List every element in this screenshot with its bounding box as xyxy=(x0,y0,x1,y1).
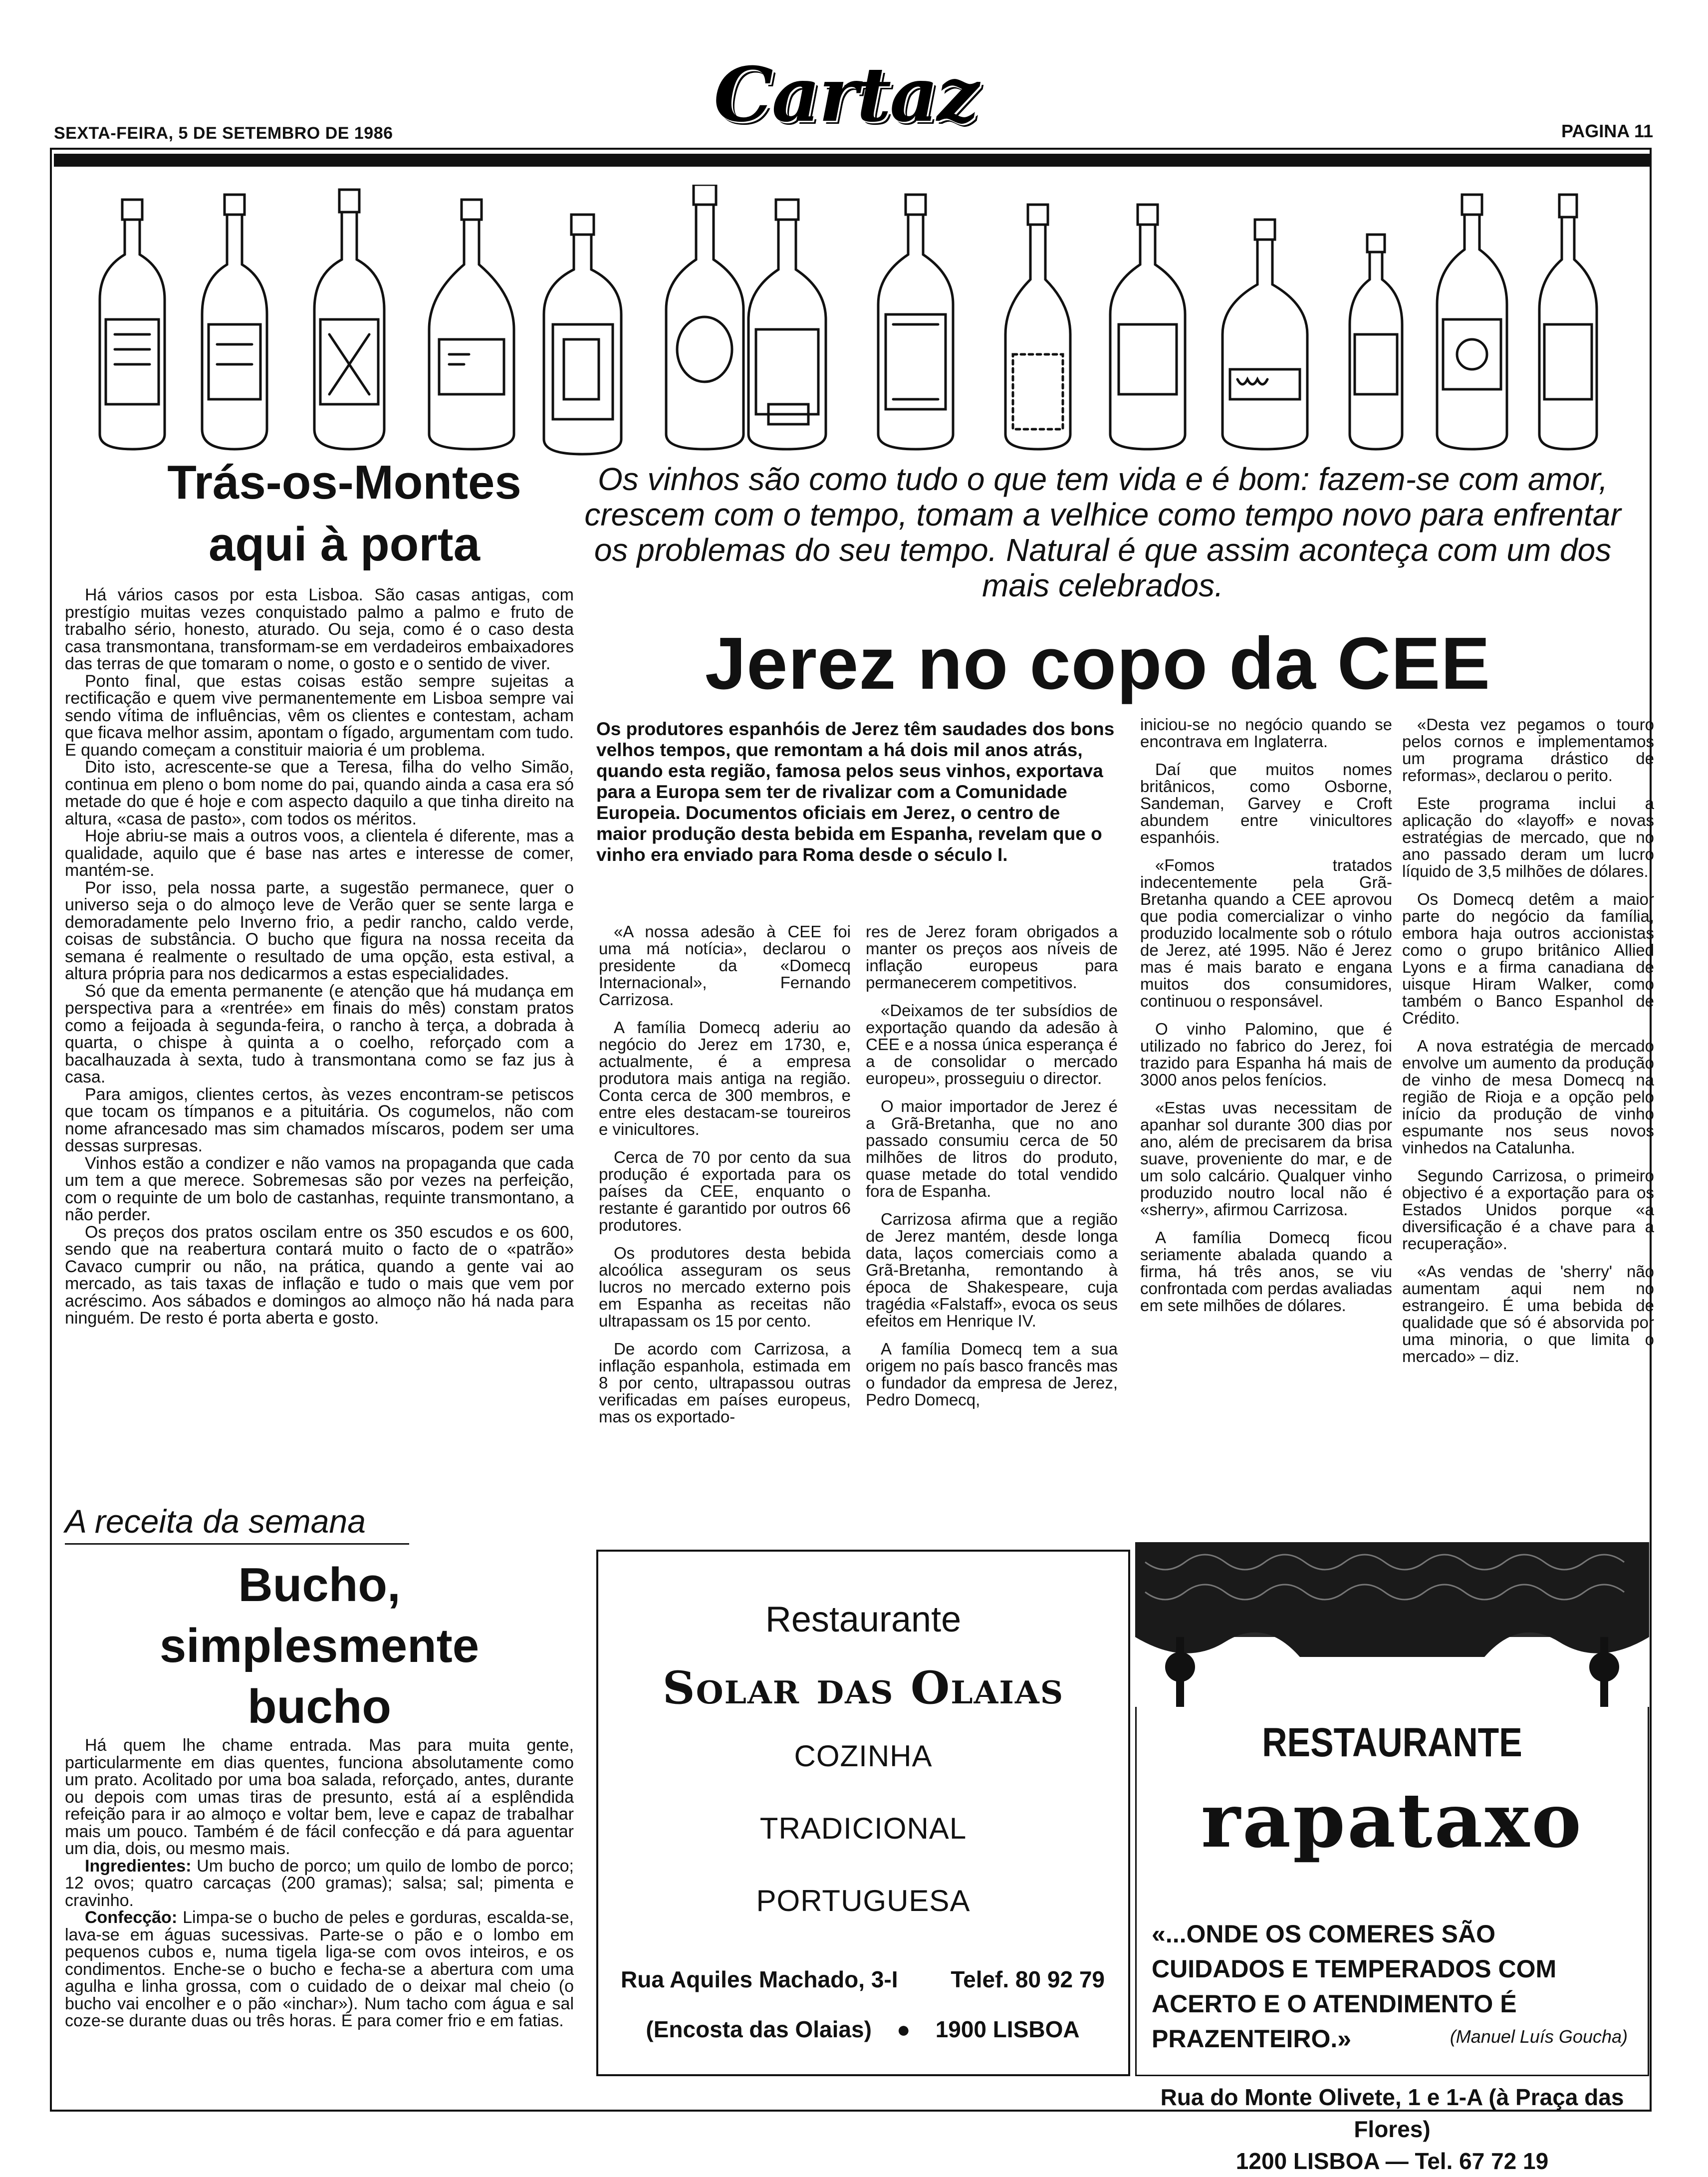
bottle-1 xyxy=(100,200,165,449)
ad-phone: Telef. 80 92 79 xyxy=(951,1966,1105,1992)
paragraph: Segundo Carrizosa, o primeiro objectivo é a exportação para os Estados Unidos porque «a diversificação é a chave para a recuperação». xyxy=(1402,1166,1654,1253)
paragraph: Cerca de 70 por cento da sua produção é exportada para os países da CEE, enquanto o restante é garantido por outros 66 produtores. xyxy=(599,1148,851,1234)
paragraph: res de Jerez foram obrigados a manter os preços aos níveis de inflação europeus para permanecerem competitivos. xyxy=(866,922,1118,992)
ingredients-label: Ingredientes: xyxy=(85,1856,192,1876)
title-line: bucho xyxy=(247,1680,391,1733)
issue-date: SEXTA-FEIRA, 5 DE SETEMBRO DE 1986 xyxy=(54,124,393,143)
bullet-icon: ● xyxy=(896,2016,911,2042)
ornamental-banner-illustration xyxy=(1135,1542,1649,1707)
bottle-7 xyxy=(748,200,826,449)
ad-box xyxy=(1135,1707,1649,2174)
top-rule xyxy=(54,154,1651,167)
paragraph: Este programa inclui a aplicação do «layoff» e novas estratégias de mercado, que no ano passado deram um lucro líquido de 3,5 milhões de dólares. xyxy=(1402,794,1654,880)
ad-city: 1900 LISBOA xyxy=(935,2016,1080,2042)
paragraph: «Fomos tratados indecentemente pela Grã-Bretanha quando a CEE aprovou que podia comercializar o vinho produzido localmente sob o rótulo de Jerez, até 1995. Não é Jerez mas é mais barato e engana muitos dos consumidores, continuou o responsável. xyxy=(1140,856,1392,1010)
ad-quote-attribution: (Manuel Luís Goucha) xyxy=(1450,2026,1628,2047)
jerez-lead: Os produtores espanhóis de Jerez têm saudades dos bons velhos tempos, que remontam a há dois mil anos atrás, quando esta região, famosa pelos seus vinhos, exportava para a Europa sem ter de rivalizar com a Comunidade Europeia. Documentos oficiais em Jerez, o centro de maior produção desta bebida em Espanha, revelam que o vinho era enviado para Roma desde o século I. xyxy=(596,719,1115,865)
bottle-13 xyxy=(1437,195,1507,449)
paragraph: «As vendas de 'sherry' não aumentam aqui nem no estrangeiro. É uma bebida de qualidade que só é absorvida por uma minoria, o que limita o mercado» – diz. xyxy=(1402,1262,1654,1365)
bottle-10 xyxy=(1110,205,1185,449)
bottle-5 xyxy=(544,215,621,454)
ad-line-tradicional: TRADICIONAL xyxy=(759,1812,967,1845)
headline-line: aqui à porta xyxy=(208,518,481,571)
recipe-method xyxy=(65,1909,574,2030)
paragraph: Daí que muitos nomes britânicos, como Osborne, Sandeman, Garvey e Croft abundem entre vinicultores espanhóis. xyxy=(1140,760,1392,846)
paragraph: Vinhos estão a condizer e não vamos na propaganda que cada um tem a que merece. Sobremesas são por vezes na perfeição, com o requinte de um bolo de castanhas, requinte transmontano, a não perder. xyxy=(65,1153,574,1224)
bottle-2 xyxy=(202,195,267,449)
ad-address xyxy=(1137,2081,1648,2177)
jerez-column-4 xyxy=(1402,716,1654,1376)
jerez-column-3 xyxy=(1140,716,1392,1325)
paragraph: A família Domecq tem a sua origem no país basco francês mas o fundador da empresa de Jerez, Pedro Domecq, xyxy=(866,1340,1118,1409)
method-text: Limpa-se o bucho de peles e gorduras, escalda-se, lava-se em águas sucessivas. Parte-se o pão e o lombo em pequenos cubos e, numa tigela liga-se com ovos inteiros, e os condimentos. Enche-se o bucho e fecha-se a abertura com uma agulha e linha grossa, com o cuidado de o deixar mal cheio (o bucho vai encolher e o pão «inchar»). Num tacho com água e sal coze-se durante duas ou três horas. É para comer frio e em fatias. xyxy=(65,1908,574,2030)
title-line: Bucho, xyxy=(238,1558,401,1612)
bottle-12 xyxy=(1350,235,1402,449)
bottle-6 xyxy=(666,185,743,449)
recipe-intro: Há quem lhe chame entrada. Mas para muita gente, particularmente em dias quentes, funciona absolutamente como um prato. Acolitado por uma boa salada, reforçado, antes, durante ou depois com umas tiras de presunto, está aí a esplêndida refeição para ir ao almoço e voltar bem, leve e capaz de trabalhar mais um pouco. Também é de fácil confecção e dá para aguentar um dia, dois, ou mesmo mais. xyxy=(65,1736,574,1858)
paragraph: Só que da ementa permanente (e atenção que há mudança em perspectiva para a «rentrée» em finais do mês) constam pratos como a feijoada à segunda-feira, o rancho à terça, a dobrada à quarta, o chispe à quinta a o coelho, reforçado com a bacalhauzada à sexta, tudo à transmontana como se faz jus à casa. xyxy=(65,981,574,1087)
ad-line-restaurante: Restaurante xyxy=(765,1600,962,1639)
method-label: Confecção: xyxy=(85,1908,178,1927)
ad-line-cozinha: COZINHA xyxy=(794,1739,933,1773)
paragraph: Ponto final, que estas coisas estão sempre sujeitas a rectificação e quem vive permanentemente em Lisboa sempre vai sendo vítima de influências, vêm os clientes e contestam, acham que ficava melhor assim, apontam o fígado, argumentam com tudo. E quando começam a constituir maioria é um problema. xyxy=(65,671,574,760)
address-line: 1200 LISBOA — Tel. 67 72 19 xyxy=(1235,2148,1549,2174)
title-line: simplesmente xyxy=(159,1619,480,1672)
bottle-11 xyxy=(1222,220,1307,449)
paragraph: iniciou-se no negócio quando se encontrava em Inglaterra. xyxy=(1140,715,1392,751)
ad-rapataxo xyxy=(1135,1542,1649,2174)
paragraph: Há vários casos por esta Lisboa. São casas antigas, com prestígio muitas vezes conquistado palmo a palmo e fruto de trabalho sério, honesto, aturado. Ou seja, como é o caso desta casa transmontana, transformam-se em verdadeiros embaixadores das terras de que tomaram o nome, o gosto e o sentido de viver. xyxy=(65,585,574,673)
paragraph: Carrizosa afirma que a região de Jerez mantém, desde longa data, laços comerciais como a Grã-Bretanha, remontando à época de Shakespeare, cuja tragédia «Falstaff», evoca os seus efeitos em Henrique IV. xyxy=(866,1210,1118,1330)
paragraph: O maior importador de Jerez é a Grã-Bretanha, que no ano passado consumiu cerca de 50 milhões de litros do produto, quase metade do total vendido fora de Espanha. xyxy=(866,1097,1118,1200)
ad-solar-das-olaias xyxy=(596,1550,1130,2076)
ad-address: Rua Aquiles Machado, 3-I xyxy=(621,1966,898,1992)
newspaper-logo xyxy=(714,47,978,147)
ad-restaurant-name: Solar das Olaias xyxy=(662,1661,1064,1714)
jerez-column-2 xyxy=(866,923,1118,1419)
recipe-ingredients xyxy=(65,1858,574,1909)
paragraph: Para amigos, clientes certos, às vezes encontram-se petiscos que tocam os tímpanos e a pituitária. Os cogumelos, não com nome afrancesado mas sim chamados míscaros, podem ser uma dessas surpresas. xyxy=(65,1085,574,1155)
ad-quote: «...ONDE OS COMERES SÃO CUIDADOS E TEMPERADOS COM ACERTO E O ATENDIMENTO É PRAZENTEIRO.» xyxy=(1152,1920,1557,2053)
paragraph: Dito isto, acrescente-se que a Teresa, filha do velho Simão, continua em pleno o bom nome do pai, quando ainda a casa era só metade do que é hoje e com aspecto daquilo a que tinha direito na altura, «casa de pasto», com todos os méritos. xyxy=(65,758,574,828)
paragraph: A família Domecq aderiu ao negócio do Jerez em 1730, e, actualmente, é a empresa produtora mais antiga na região. Conta cerca de 300 membros, e entre eles destacam-se toureiros e vinicultores. xyxy=(599,1018,851,1138)
recipe-section-label: A receita da semana xyxy=(65,1502,409,1545)
paragraph: Hoje abriu-se mais a outros voos, a clientela é diferente, mas a qualidade, aquilo que é base nas artes e interesse de comer, mantém-se. xyxy=(65,826,574,880)
ad-title: RESTAURANTE xyxy=(1262,1720,1522,1765)
ad-address-row xyxy=(621,1966,1105,1993)
ad-location-row xyxy=(621,2016,1105,2043)
bottle-8 xyxy=(878,195,953,449)
paragraph: Por isso, pela nossa parte, a sugestão permanece, quer o universo seja o do almoço leve de Verão quer se sente larga e demoradamente pelo Inverno frio, a pedir rancho, caldo verde, coisas de substância. O bucho que figura na nossa receita da semana é realmente o resultado de uma opção, esta estival, a altura própria para nos dedicarmos a estas especialidades. xyxy=(65,878,574,983)
ingredients-text: Um bucho de porco; um quilo de lombo de porco; 12 ovos; quatro carcaças (200 gramas); salsa; sal; pimenta e cravinho. xyxy=(65,1856,574,1910)
paragraph: «Deixamos de ter subsídios de exportação quando da adesão à CEE e a nossa única esperança é a de consolidar o mercado europeu», prosseguiu o director. xyxy=(866,1001,1118,1088)
recipe-title xyxy=(120,1555,519,1737)
paragraph: A família Domecq ficou seriamente abalada quando a firma, há três anos, se viu confrontada com perdas avaliadas em sete milhões de dólares. xyxy=(1140,1228,1392,1315)
paragraph: De acordo com Carrizosa, a inflação espanhola, estimada em 8 por cento, ultrapassou outras verificadas em países europeus, mas os exportado- xyxy=(599,1340,851,1426)
paragraph: «A nossa adesão à CEE foi uma má notícia», declarou o presidente da «Domecq Internacional», Fernando Carrizosa. xyxy=(599,922,851,1009)
bottle-9 xyxy=(1005,205,1070,449)
paragraph: Os preços dos pratos oscilam entre os 350 escudos e os 600, sendo que na reabertura contará muito o facto de o «patrão» Cavaco cumprir ou não, na prática, quando a gente vai ao mercado, as tais taxas de inflação e tudo o mais que vem por acréscimo. Aos sábados e domingos ao almoço não há nada para ninguém. De resto é porta aberta e gosto. xyxy=(65,1222,574,1328)
ad-area: (Encosta das Olaias) xyxy=(646,2016,872,2042)
paragraph: A nova estratégia de mercado envolve um aumento da produção de vinho de mesa Domecq na região de Rioja e a opção pelo início da produção de vinho espumante nos seus novos vinhedos na Catalunha. xyxy=(1402,1037,1654,1157)
paragraph: «Desta vez pegamos o touro pelos cornos e implementamos um programa drástico de reformas», declarou o perito. xyxy=(1402,715,1654,785)
paragraph: O vinho Palomino, que é utilizado no fabrico do Jerez, foi trazido para Espanha há mais de 3000 anos pelos fenícios. xyxy=(1140,1020,1392,1089)
ad-restaurant-name: rapataxo xyxy=(1201,1777,1584,1865)
jerez-headline: Jerez no copo da CEE xyxy=(705,622,1491,705)
tras-os-montes-body xyxy=(65,586,574,1327)
page-number: PAGINA 11 xyxy=(1561,121,1653,141)
bottle-4 xyxy=(429,200,514,449)
address-line: Rua do Monte Olivete, 1 e 1-A (à Praça das Flores) xyxy=(1160,2084,1624,2142)
jerez-column-1 xyxy=(599,923,851,1436)
ad-line-portuguesa: PORTUGUESA xyxy=(756,1884,971,1917)
jerez-deck: Os vinhos são como tudo o que tem vida e é bom: fazem-se com amor, crescem com o tempo, tomam a velhice como tempo novo para enfrentar os problemas do seu tempo. Natural é que assim aconteça com um dos mais celebrados. xyxy=(584,461,1621,603)
headline-line: Trás-os-Montes xyxy=(167,456,521,509)
tras-os-montes-headline xyxy=(95,452,594,575)
bottle-3 xyxy=(314,190,384,449)
recipe-body xyxy=(65,1737,574,2030)
logo-text: Cartaz xyxy=(714,51,978,139)
wine-bottles-illustration xyxy=(75,185,1632,464)
paragraph: «Estas uvas necessitam de apanhar sol durante 300 dias por ano, além de precisarem da brisa suave, proveniente do mar, e de um solo calcário. Qualquer vinho produzido noutro local não é «sherry», afirmou Carrizosa. xyxy=(1140,1098,1392,1219)
bottle-14 xyxy=(1539,195,1597,449)
paragraph: Os produtores desta bebida alcoólica asseguram os seus lucros no mercado externo pois em Espanha as receitas não ultrapassam os 15 por cento. xyxy=(599,1244,851,1330)
paragraph: Os Domecq detêm a maior parte do negócio da família, embora haja outros accionistas como o grupo britânico Allied Lyons e a firma canadiana de uisque Hiram Walker, como também o Banco Espanhol de Crédito. xyxy=(1402,890,1654,1027)
